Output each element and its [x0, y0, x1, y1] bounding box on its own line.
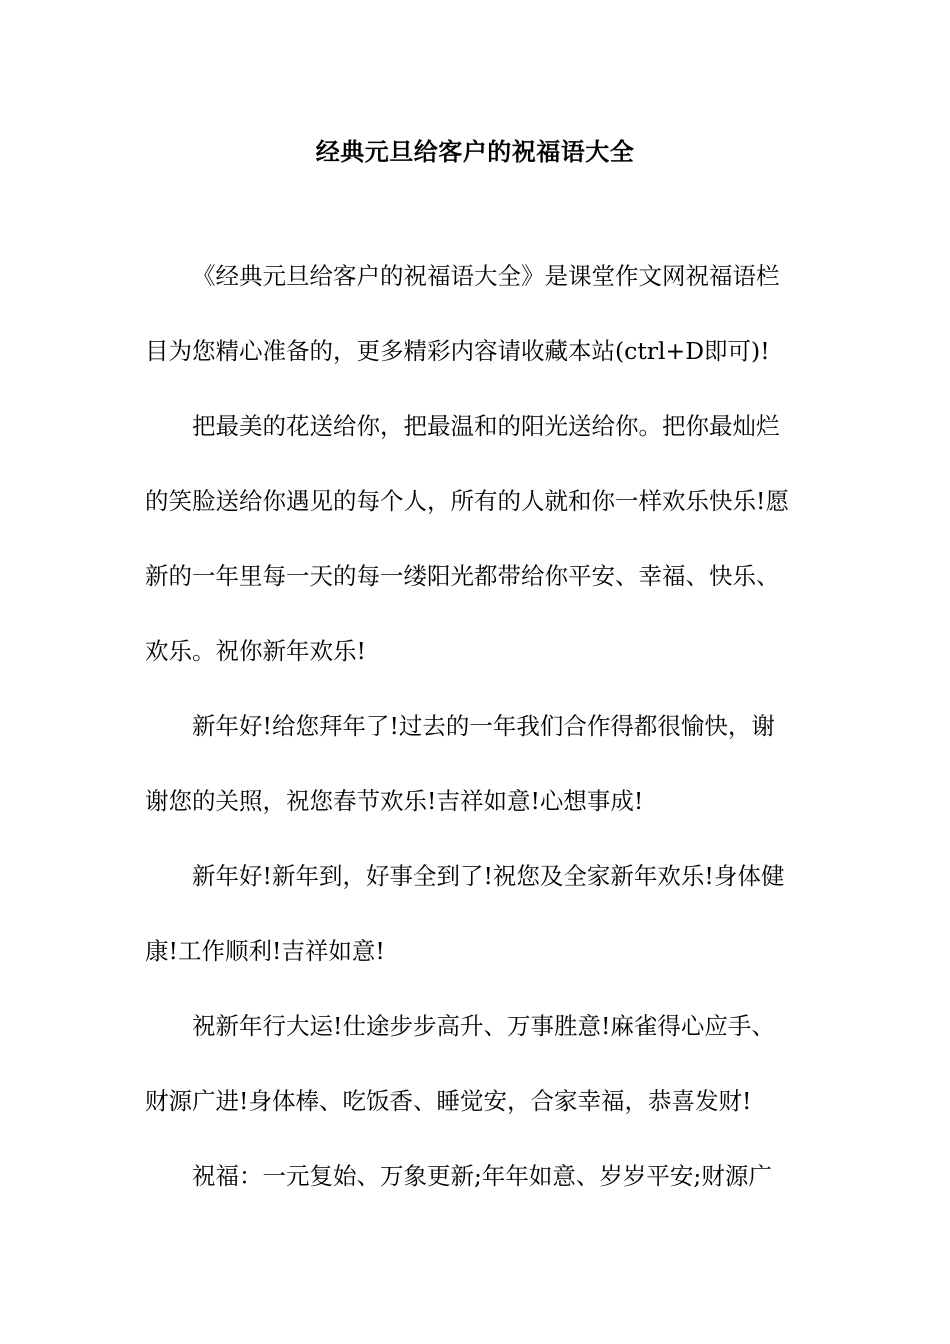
paragraph-line: 目为您精心准备的，更多精彩内容请收藏本站(ctrl+D即可)!	[145, 337, 770, 365]
paragraph-line: 新的一年里每一天的每一缕阳光都带给你平安、幸福、快乐、	[145, 562, 780, 590]
paragraph-line: 谢您的关照，祝您春节欢乐!吉祥如意!心想事成!	[145, 787, 644, 815]
paragraph-line: 《经典元旦给客户的祝福语大全》是课堂作文网祝福语栏	[192, 262, 780, 290]
document-title: 经典元旦给客户的祝福语大全	[315, 138, 635, 166]
paragraph-line: 祝新年行大运!仕途步步高升、万事胜意!麻雀得心应手、	[192, 1012, 775, 1040]
paragraph-line: 的笑脸送给你遇见的每个人，所有的人就和你一样欢乐快乐!愿	[145, 487, 789, 515]
paragraph-line: 祝福：一元复始、万象更新;年年如意、岁岁平安;财源广	[192, 1162, 772, 1190]
paragraph-line: 新年好!给您拜年了!过去的一年我们合作得都很愉快，谢	[192, 712, 775, 740]
paragraph-line: 财源广进!身体棒、吃饭香、睡觉安，合家幸福，恭喜发财!	[145, 1087, 752, 1115]
document-body	[145, 256, 809, 1231]
paragraph-line: 新年好!新年到，好事全到了!祝您及全家新年欢乐!身体健	[192, 862, 785, 890]
paragraph-line: 把最美的花送给你，把最温和的阳光送给你。把你最灿烂	[192, 412, 780, 440]
paragraph-line: 欢乐。祝你新年欢乐!	[145, 637, 366, 665]
paragraph-line: 康!工作顺利!吉祥如意!	[145, 937, 385, 965]
